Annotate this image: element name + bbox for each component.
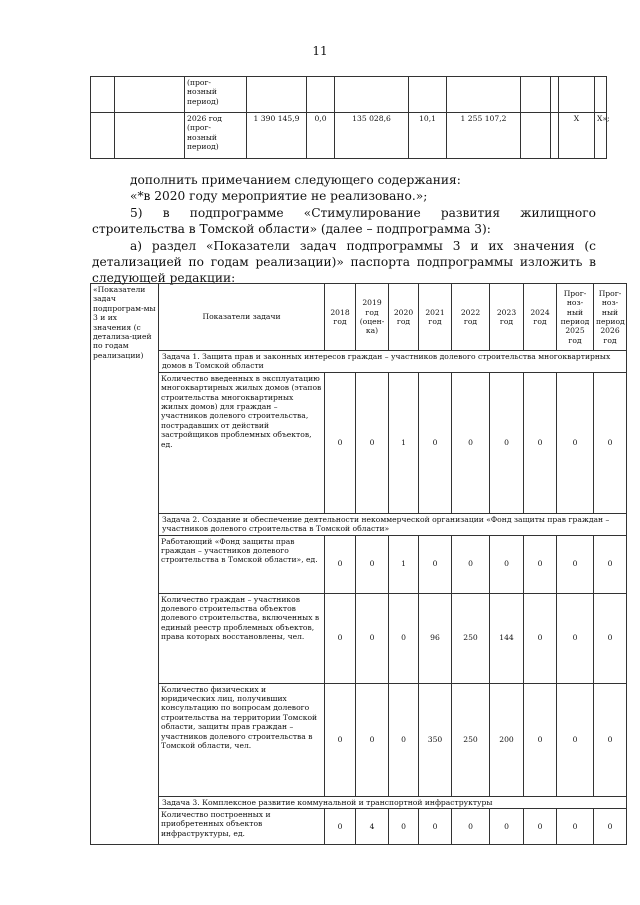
column-header: 2022 год — [452, 284, 490, 351]
value-cell: 0 — [356, 535, 389, 593]
value-cell: 0 — [452, 535, 490, 593]
value-cell: 0 — [524, 683, 557, 796]
value-cell: 0 — [452, 372, 490, 513]
task-title: Задача 3. Комплексное развитие коммунальной и транспортной инфраструктуры — [159, 796, 627, 808]
table-row — [91, 372, 627, 513]
table-row — [91, 593, 627, 683]
value-cell: 0 — [389, 593, 419, 683]
column-header: Прог- ноз- ный период 2025 год — [557, 284, 594, 351]
paragraph: 5) в подпрограмме «Стимулирование развития жилищного строительства в Томской области» (далее – подпрограмма 3): — [92, 205, 596, 237]
value-cell: 0 — [594, 535, 627, 593]
value-cell: 0 — [389, 809, 419, 845]
column-header: 2019 год (оцен- ка) — [356, 284, 389, 351]
value-cell: 0 — [325, 535, 356, 593]
value-cell: 0 — [557, 683, 594, 796]
value-cell: 0 — [557, 809, 594, 845]
body-text — [92, 172, 596, 287]
column-header: Прог- ноз- ный период 2026 год — [594, 284, 627, 351]
value-cell: 350 — [419, 683, 452, 796]
value-cell: 0 — [452, 809, 490, 845]
task-row — [91, 796, 627, 808]
value-cell: 0 — [594, 809, 627, 845]
paragraph: дополнить примечанием следующего содержания: — [130, 173, 461, 187]
continued-table — [90, 76, 610, 159]
value-cell: 0 — [419, 372, 452, 513]
column-header: Показатели задачи — [159, 284, 325, 351]
value-cell: 0 — [524, 372, 557, 513]
value-cell: 0,0 — [307, 113, 335, 159]
table-row — [91, 683, 627, 796]
column-header: 2021 год — [419, 284, 452, 351]
task-row — [91, 351, 627, 373]
column-header: 2024 год — [524, 284, 557, 351]
value-cell: 144 — [490, 593, 524, 683]
value-cell: 250 — [452, 683, 490, 796]
value-cell: 1 390 145,9 — [247, 113, 307, 159]
value-cell: 0 — [419, 535, 452, 593]
column-header: 2018 год — [325, 284, 356, 351]
paragraph: а) раздел «Показатели задач подпрограммы 3 и их значения (с детализацией по годам реализации)» паспорта подпрограммы изложить в следующей редакции: — [92, 238, 596, 286]
value-cell: 0 — [356, 683, 389, 796]
table-row — [91, 535, 627, 593]
value-cell: 1 255 107,2 — [447, 113, 521, 159]
value-cell: 0 — [557, 372, 594, 513]
side-label: «Показатели задач подпрограм-мы 3 и их значения (с детализа-цией по годам реализации) — [91, 284, 159, 845]
value-cell: 135 028,6 — [335, 113, 409, 159]
value-cell: 0 — [325, 683, 356, 796]
value-cell — [521, 113, 551, 159]
value-cell: 0 — [356, 593, 389, 683]
indicator-name: Количество построенных и приобретенных объектов инфраструктуры, ед. — [159, 809, 325, 845]
value-cell: 0 — [325, 593, 356, 683]
period-cell: 2026 год (прог- нозный период) — [185, 113, 247, 159]
table-row — [91, 77, 607, 113]
value-cell: X»; — [595, 113, 607, 159]
page-number: 11 — [312, 44, 328, 58]
value-cell: 96 — [419, 593, 452, 683]
value-cell: 0 — [325, 372, 356, 513]
value-cell: 0 — [594, 372, 627, 513]
indicators-table — [90, 283, 627, 845]
value-cell: 200 — [490, 683, 524, 796]
period-cell: (прог- нозный период) — [185, 77, 247, 113]
indicator-name: Количество граждан – участников долевого строительства объектов долевого строительства, включенных в единый реестр проблемных объектов, права которых восстановлены, чел. — [159, 593, 325, 683]
value-cell: 0 — [490, 809, 524, 845]
indicator-name: Количество введенных в эксплуатацию многоквартирных жилых домов (этапов строительства многоквартирных жилых домов) для граждан – участников долевого строительства, пострадавших от действий застройщиков проблемных объектов, ед. — [159, 372, 325, 513]
value-cell: 0 — [325, 809, 356, 845]
column-header: 2023 год — [490, 284, 524, 351]
value-cell: 0 — [524, 593, 557, 683]
value-cell: 0 — [356, 372, 389, 513]
value-cell: 0 — [490, 372, 524, 513]
value-cell: 10,1 — [409, 113, 447, 159]
header-row — [91, 284, 627, 351]
value-cell: 0 — [594, 683, 627, 796]
value-cell: 1 — [389, 372, 419, 513]
value-cell: 0 — [490, 535, 524, 593]
task-title: Задача 2. Создание и обеспечение деятельности некоммерческой организации «Фонд защиты прав граждан – участников долевого строительства в Томской области» — [159, 513, 627, 535]
value-cell: 0 — [557, 593, 594, 683]
paragraph: «*в 2020 году мероприятие не реализовано.»; — [130, 189, 428, 204]
value-cell: 0 — [524, 535, 557, 593]
indicator-name: Количество физических и юридических лиц, получивших консультацию по вопросам долевого строительства на территории Томской области, защиты прав граждан – участников долевого строительства в Томской области, чел. — [159, 683, 325, 796]
column-header: 2020 год — [389, 284, 419, 351]
table-row — [91, 809, 627, 845]
value-cell: X — [559, 113, 595, 159]
value-cell: 4 — [356, 809, 389, 845]
value-cell: 250 — [452, 593, 490, 683]
value-cell: 0 — [557, 535, 594, 593]
value-cell: 0 — [419, 809, 452, 845]
task-row — [91, 513, 627, 535]
indicator-name: Работающий «Фонд защиты прав граждан – участников долевого строительства в Томской области», ед. — [159, 535, 325, 593]
task-title: Задача 1. Защита прав и законных интересов граждан – участников долевого строительства многоквартирных домов в Томской области — [159, 351, 627, 373]
value-cell: 0 — [524, 809, 557, 845]
value-cell: 1 — [389, 535, 419, 593]
table-row — [91, 113, 607, 159]
value-cell: 0 — [389, 683, 419, 796]
value-cell: 0 — [594, 593, 627, 683]
value-cell — [551, 113, 559, 159]
